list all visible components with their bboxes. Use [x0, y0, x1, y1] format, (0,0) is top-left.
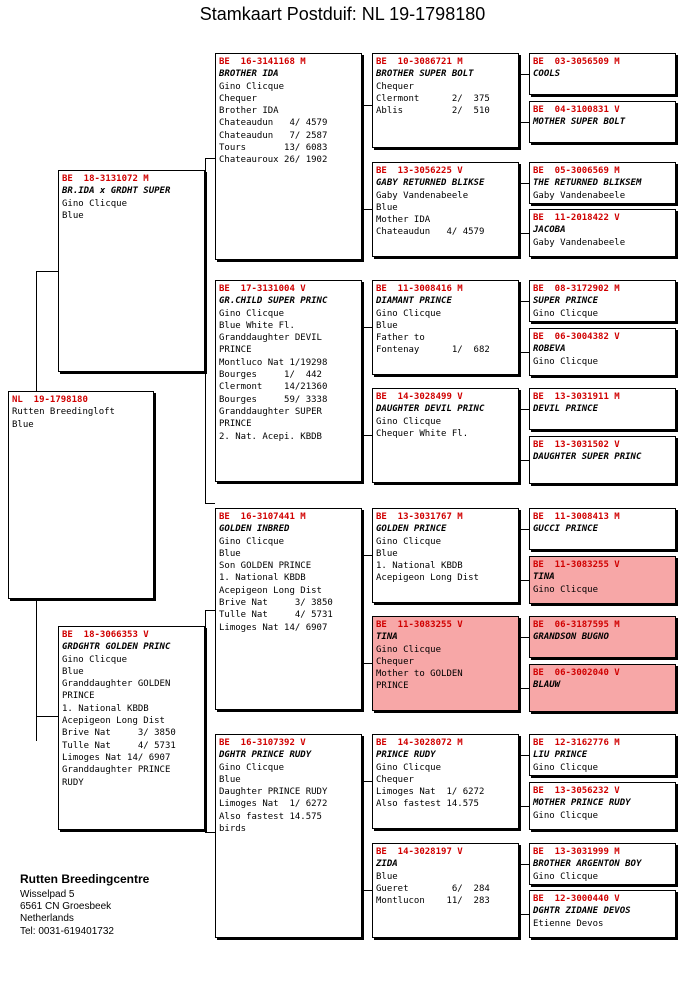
- pigeon-card-mmm: [372, 843, 519, 938]
- pigeon-detail-line: Gino Clicque: [376, 416, 442, 427]
- connector-line: [519, 301, 529, 302]
- pigeon-detail-line: Gino Clicque: [62, 198, 128, 209]
- pigeon-detail-line: 1. National KBDB: [62, 703, 149, 714]
- connector-line: [519, 914, 529, 915]
- ring-number: BE 11-3083255 V: [376, 620, 463, 630]
- pigeon-name: ZIDA: [376, 859, 398, 870]
- pigeon-card-g7: [529, 388, 676, 430]
- pigeon-detail-line: Blue: [376, 871, 398, 882]
- ring-number: BE 10-3086721 M: [376, 57, 463, 67]
- pigeon-detail-line: Gino Clicque: [219, 81, 285, 92]
- pigeon-card-g4: [529, 209, 676, 257]
- ring-number: BE 18-3131072 M: [62, 174, 149, 184]
- pigeon-name: DAUGHTER DEVIL PRINC: [376, 404, 485, 415]
- breeder-address-line: 6561 CN Groesbeek: [20, 901, 112, 913]
- ring-number: BE 05-3006569 M: [533, 166, 620, 176]
- pigeon-card-mmf: [372, 734, 519, 829]
- connector-line: [519, 183, 529, 184]
- connector-line: [362, 555, 372, 556]
- ring-number: BE 16-3141168 M: [219, 57, 306, 67]
- pigeon-detail-line: Granddaughter PRINCE: [62, 765, 171, 776]
- connector-line: [519, 637, 529, 638]
- pigeon-detail-line: Chequer: [376, 774, 414, 785]
- pigeon-detail-line: Granddaughter GOLDEN: [62, 679, 171, 690]
- pigeon-card-g15: [529, 843, 676, 885]
- pigeon-detail-line: Gino Clicque: [533, 584, 599, 595]
- connector-line: [362, 781, 372, 782]
- subject-ring-number: NL 19-1798180: [12, 395, 88, 405]
- connector-line: [519, 183, 520, 233]
- pigeon-detail-line: Brive Nat 3/ 3850: [219, 598, 333, 609]
- pigeon-card-fff: [372, 53, 519, 148]
- pigeon-detail-line: Blue: [62, 666, 84, 677]
- pigeon-name: BROTHER IDA: [219, 69, 279, 80]
- connector-line: [519, 755, 529, 756]
- pigeon-detail-line: Gaby Vandenabeele: [376, 190, 469, 201]
- breeder-name: Rutten Breedingcentre: [20, 872, 150, 886]
- pigeon-name: DAUGHTER SUPER PRINC: [533, 452, 642, 463]
- subject-line: Blue: [12, 419, 34, 430]
- pigeon-detail-line: Brother IDA: [219, 106, 279, 117]
- pigeon-detail-line: Chateaudun 7/ 2587: [219, 130, 328, 141]
- pigeon-detail-line: Gino Clicque: [62, 654, 128, 665]
- pigeon-detail-line: Gino Clicque: [376, 644, 442, 655]
- breeder-address-line: Tel: 0031-619401732: [20, 925, 114, 937]
- pigeon-detail-line: Fontenay 1/ 682: [376, 345, 490, 356]
- connector-line: [519, 122, 529, 123]
- connector-line: [205, 158, 206, 503]
- pigeon-card-mf: [215, 508, 362, 710]
- pigeon-detail-line: 2. Nat. Acepi. KBDB: [219, 431, 322, 442]
- ring-number: BE 13-3031911 M: [533, 392, 620, 402]
- pigeon-card-g6: [529, 328, 676, 376]
- pigeon-detail-line: Granddaughter SUPER: [219, 406, 322, 417]
- connector-line: [519, 74, 520, 122]
- connector-line: [519, 864, 529, 865]
- pigeon-detail-line: Clermont 14/21360: [219, 382, 328, 393]
- connector-line: [362, 209, 372, 210]
- pigeon-card-g16: [529, 890, 676, 938]
- pigeon-card-g3: [529, 162, 676, 204]
- connector-line: [519, 301, 520, 352]
- pigeon-card-fmf: [372, 280, 519, 375]
- pigeon-name: MOTHER PRINCE RUDY: [533, 798, 631, 809]
- connector-line: [519, 755, 520, 806]
- pigeon-name: GOLDEN INBRED: [219, 524, 290, 535]
- connector-line: [519, 409, 529, 410]
- pigeon-detail-line: Chateaudun 4/ 4579: [376, 227, 485, 238]
- pigeon-detail-line: Chateaudun 4/ 4579: [219, 118, 328, 129]
- pigeon-name: DGHTR ZIDANE DEVOS: [533, 906, 631, 917]
- pigeon-detail-line: Tulle Nat 4/ 5731: [62, 740, 176, 751]
- page-title: Stamkaart Postduif: NL 19-1798180: [199, 4, 486, 24]
- ring-number: BE 14-3028072 M: [376, 738, 463, 748]
- ring-number: BE 12-3000440 V: [533, 894, 620, 904]
- pigeon-detail-line: 1. National KBDB: [376, 561, 463, 572]
- pigeon-detail-line: Gino Clicque: [219, 536, 285, 547]
- pigeon-detail-line: birds: [219, 824, 247, 835]
- pigeon-detail-line: Bourges 1/ 442: [219, 370, 322, 381]
- pigeon-name: BROTHER SUPER BOLT: [376, 69, 474, 80]
- pigeon-name: DEVIL PRINCE: [533, 404, 599, 415]
- pigeon-card-mm: [215, 734, 362, 938]
- connector-line: [519, 460, 529, 461]
- ring-number: BE 12-3162776 M: [533, 738, 620, 748]
- pigeon-name: JACOBA: [533, 225, 566, 236]
- pigeon-detail-line: Blue White Fl.: [219, 320, 295, 331]
- subject-pigeon-card: [8, 391, 154, 599]
- pigeon-name: THE RETURNED BLIKSEM: [533, 178, 642, 189]
- pigeon-card-ff: [215, 53, 362, 260]
- pigeon-detail-line: Gino Clicque: [533, 308, 599, 319]
- pigeon-detail-line: RUDY: [62, 777, 84, 788]
- ring-number: BE 06-3002040 V: [533, 668, 620, 678]
- ring-number: BE 11-2018422 V: [533, 213, 620, 223]
- pigeon-detail-line: Etienne Devos: [533, 918, 604, 929]
- pigeon-card-g9: [529, 508, 676, 550]
- pigeon-card-g5: [529, 280, 676, 322]
- pigeon-detail-line: Ablis 2/ 510: [376, 106, 490, 117]
- ring-number: BE 14-3028499 V: [376, 392, 463, 402]
- pigeon-detail-line: Gino Clicque: [533, 810, 599, 821]
- connector-line: [362, 890, 372, 891]
- connector-line: [205, 503, 215, 504]
- pigeon-name: GRDGHTR GOLDEN PRINC: [62, 642, 171, 653]
- pigeon-detail-line: Gino Clicque: [376, 536, 442, 547]
- pigeon-detail-line: Acepigeon Long Dist: [62, 716, 165, 727]
- connector-line: [36, 716, 58, 717]
- pigeon-name: COOLS: [533, 69, 561, 80]
- pigeon-name: TINA: [533, 572, 555, 583]
- pigeon-name: PRINCE RUDY: [376, 750, 436, 761]
- pigeon-detail-line: 1. National KBDB: [219, 573, 306, 584]
- pigeon-detail-line: Blue: [219, 548, 241, 559]
- pigeon-detail-line: Gino Clicque: [533, 762, 599, 773]
- ring-number: BE 14-3028197 V: [376, 847, 463, 857]
- ring-number: BE 06-3004382 V: [533, 332, 620, 342]
- pigeon-name: MOTHER SUPER BOLT: [533, 117, 626, 128]
- pigeon-detail-line: Bourges 59/ 3338: [219, 394, 328, 405]
- connector-line: [519, 637, 520, 688]
- pigeon-detail-line: Tours 13/ 6083: [219, 143, 328, 154]
- pigeon-detail-line: Chequer White Fl.: [376, 428, 469, 439]
- pigeon-card-g1: [529, 53, 676, 95]
- pigeon-detail-line: Also fastest 14.575: [376, 799, 479, 810]
- connector-line: [519, 74, 529, 75]
- connector-line: [362, 435, 372, 436]
- connector-line: [205, 610, 215, 611]
- connector-line: [362, 327, 372, 328]
- pigeon-name: GRANDSON BUGNO: [533, 632, 609, 643]
- pigeon-detail-line: PRINCE: [219, 345, 252, 356]
- pigeon-name: GR.CHILD SUPER PRINC: [219, 296, 328, 307]
- pigeon-detail-line: Chequer: [376, 81, 414, 92]
- ring-number: BE 13-3031502 V: [533, 440, 620, 450]
- connector-line: [519, 409, 520, 460]
- pigeon-detail-line: Tulle Nat 4/ 5731: [219, 610, 333, 621]
- pigeon-detail-line: Mother IDA: [376, 215, 431, 226]
- pigeon-detail-line: Blue: [376, 202, 398, 213]
- pigeon-detail-line: PRINCE: [62, 691, 95, 702]
- pigeon-card-father: [58, 170, 205, 372]
- pigeon-card-g11: [529, 616, 676, 658]
- connector-line: [519, 529, 529, 530]
- ring-number: BE 16-3107441 M: [219, 512, 306, 522]
- pigeon-detail-line: Chequer: [376, 656, 414, 667]
- breeder-info: [20, 872, 149, 938]
- ring-number: BE 11-3008416 M: [376, 284, 463, 294]
- pigeon-detail-line: Gino Clicque: [376, 308, 442, 319]
- pigeon-detail-line: Limoges Nat 14/ 6907: [62, 752, 171, 763]
- subject-line: Rutten Breedingloft: [12, 407, 115, 418]
- ring-number: BE 13-3031999 M: [533, 847, 620, 857]
- pigeon-card-mother: [58, 626, 205, 830]
- connector-line: [362, 663, 372, 664]
- pigeon-card-g14: [529, 782, 676, 830]
- connector-line: [205, 610, 206, 832]
- pigeon-detail-line: Acepigeon Long Dist: [376, 573, 479, 584]
- pigeon-name: ROBEVA: [533, 344, 566, 355]
- connector-line: [519, 688, 529, 689]
- connector-line: [362, 105, 372, 106]
- ring-number: BE 13-3056225 V: [376, 166, 463, 176]
- connector-line: [205, 832, 215, 833]
- ring-number: BE 18-3066353 V: [62, 630, 149, 640]
- pigeon-detail-line: Montlucon 11/ 283: [376, 896, 490, 907]
- connector-line: [519, 233, 529, 234]
- pigeon-name: DIAMANT PRINCE: [376, 296, 452, 307]
- pigeon-detail-line: Clermont 2/ 375: [376, 93, 490, 104]
- pigeon-detail-line: Granddaughter DEVIL: [219, 333, 322, 344]
- ring-number: BE 08-3172902 M: [533, 284, 620, 294]
- ring-number: BE 03-3056509 M: [533, 57, 620, 67]
- pigeon-detail-line: Gino Clicque: [533, 356, 599, 367]
- pigeon-detail-line: PRINCE: [376, 681, 409, 692]
- pigeon-card-g12: [529, 664, 676, 712]
- pigeon-detail-line: Blue: [219, 774, 241, 785]
- pigeon-card-g8: [529, 436, 676, 484]
- pigeon-detail-line: Blue: [62, 210, 84, 221]
- pigeon-detail-line: Chateauroux 26/ 1902: [219, 155, 328, 166]
- pigeon-detail-line: Blue: [376, 320, 398, 331]
- pigeon-detail-line: Brive Nat 3/ 3850: [62, 728, 176, 739]
- ring-number: BE 16-3107392 V: [219, 738, 306, 748]
- ring-number: BE 04-3100831 V: [533, 105, 620, 115]
- pigeon-name: SUPER PRINCE: [533, 296, 599, 307]
- pigeon-detail-line: Limoges Nat 1/ 6272: [376, 787, 485, 798]
- pigeon-detail-line: Montluco Nat 1/19298: [219, 357, 328, 368]
- pigeon-name: GUCCI PRINCE: [533, 524, 599, 535]
- pigeon-detail-line: PRINCE: [219, 419, 252, 430]
- connector-line: [519, 864, 520, 914]
- pigeon-card-g2: [529, 101, 676, 143]
- pigeon-detail-line: Gino Clicque: [219, 308, 285, 319]
- pigeon-card-ffm: [372, 162, 519, 257]
- ring-number: BE 11-3083255 V: [533, 560, 620, 570]
- ring-number: BE 13-3056232 V: [533, 786, 620, 796]
- pigeon-detail-line: Gaby Vandenabeele: [533, 190, 626, 201]
- ring-number: BE 06-3187595 M: [533, 620, 620, 630]
- pigeon-detail-line: Also fastest 14.575: [219, 811, 322, 822]
- pigeon-detail-line: Gino Clicque: [376, 762, 442, 773]
- pigeon-name: BROTHER ARGENTON BOY: [533, 859, 642, 870]
- pigeon-card-g13: [529, 734, 676, 776]
- pigeon-detail-line: Chequer: [219, 93, 257, 104]
- pigeon-detail-line: Gaby Vandenabeele: [533, 237, 626, 248]
- pigeon-card-mfm: [372, 616, 519, 711]
- connector-line: [362, 105, 363, 209]
- pigeon-name: BLAUW: [533, 680, 561, 691]
- pigeon-name: LIU PRINCE: [533, 750, 588, 761]
- connector-line: [519, 352, 529, 353]
- pigeon-card-g10: [529, 556, 676, 604]
- breeder-address-line: Netherlands: [20, 913, 74, 925]
- pigeon-card-mff: [372, 508, 519, 603]
- pigeon-card-fm: [215, 280, 362, 482]
- connector-line: [36, 271, 58, 272]
- connector-line: [362, 327, 363, 435]
- connector-line: [519, 580, 529, 581]
- connector-line: [205, 158, 215, 159]
- pigeon-detail-line: Limoges Nat 14/ 6907: [219, 622, 328, 633]
- pigeon-detail-line: Gueret 6/ 284: [376, 883, 490, 894]
- pigeon-detail-line: Mother to GOLDEN: [376, 669, 463, 680]
- connector-line: [362, 555, 363, 663]
- ring-number: BE 11-3008413 M: [533, 512, 620, 522]
- pigeon-detail-line: Acepigeon Long Dist: [219, 585, 322, 596]
- pigeon-detail-line: Father to: [376, 333, 425, 344]
- connector-line: [362, 781, 363, 890]
- pigeon-name: BR.IDA x GRDHT SUPER: [62, 186, 171, 197]
- pigeon-detail-line: Limoges Nat 1/ 6272: [219, 799, 328, 810]
- pigeon-name: GABY RETURNED BLIKSE: [376, 178, 485, 189]
- connector-line: [519, 529, 520, 580]
- pigeon-detail-line: Gino Clicque: [533, 871, 599, 882]
- pigeon-name: DGHTR PRINCE RUDY: [219, 750, 312, 761]
- ring-number: BE 17-3131004 V: [219, 284, 306, 294]
- pigeon-name: GOLDEN PRINCE: [376, 524, 447, 535]
- pigeon-detail-line: Son GOLDEN PRINCE: [219, 561, 312, 572]
- pigeon-detail-line: Blue: [376, 548, 398, 559]
- connector-line: [519, 806, 529, 807]
- pigeon-card-fmm: [372, 388, 519, 483]
- ring-number: BE 13-3031767 M: [376, 512, 463, 522]
- pigeon-detail-line: Daughter PRINCE RUDY: [219, 787, 328, 798]
- pigeon-name: TINA: [376, 632, 398, 643]
- pigeon-detail-line: Gino Clicque: [219, 762, 285, 773]
- breeder-address-line: Wisselpad 5: [20, 889, 75, 900]
